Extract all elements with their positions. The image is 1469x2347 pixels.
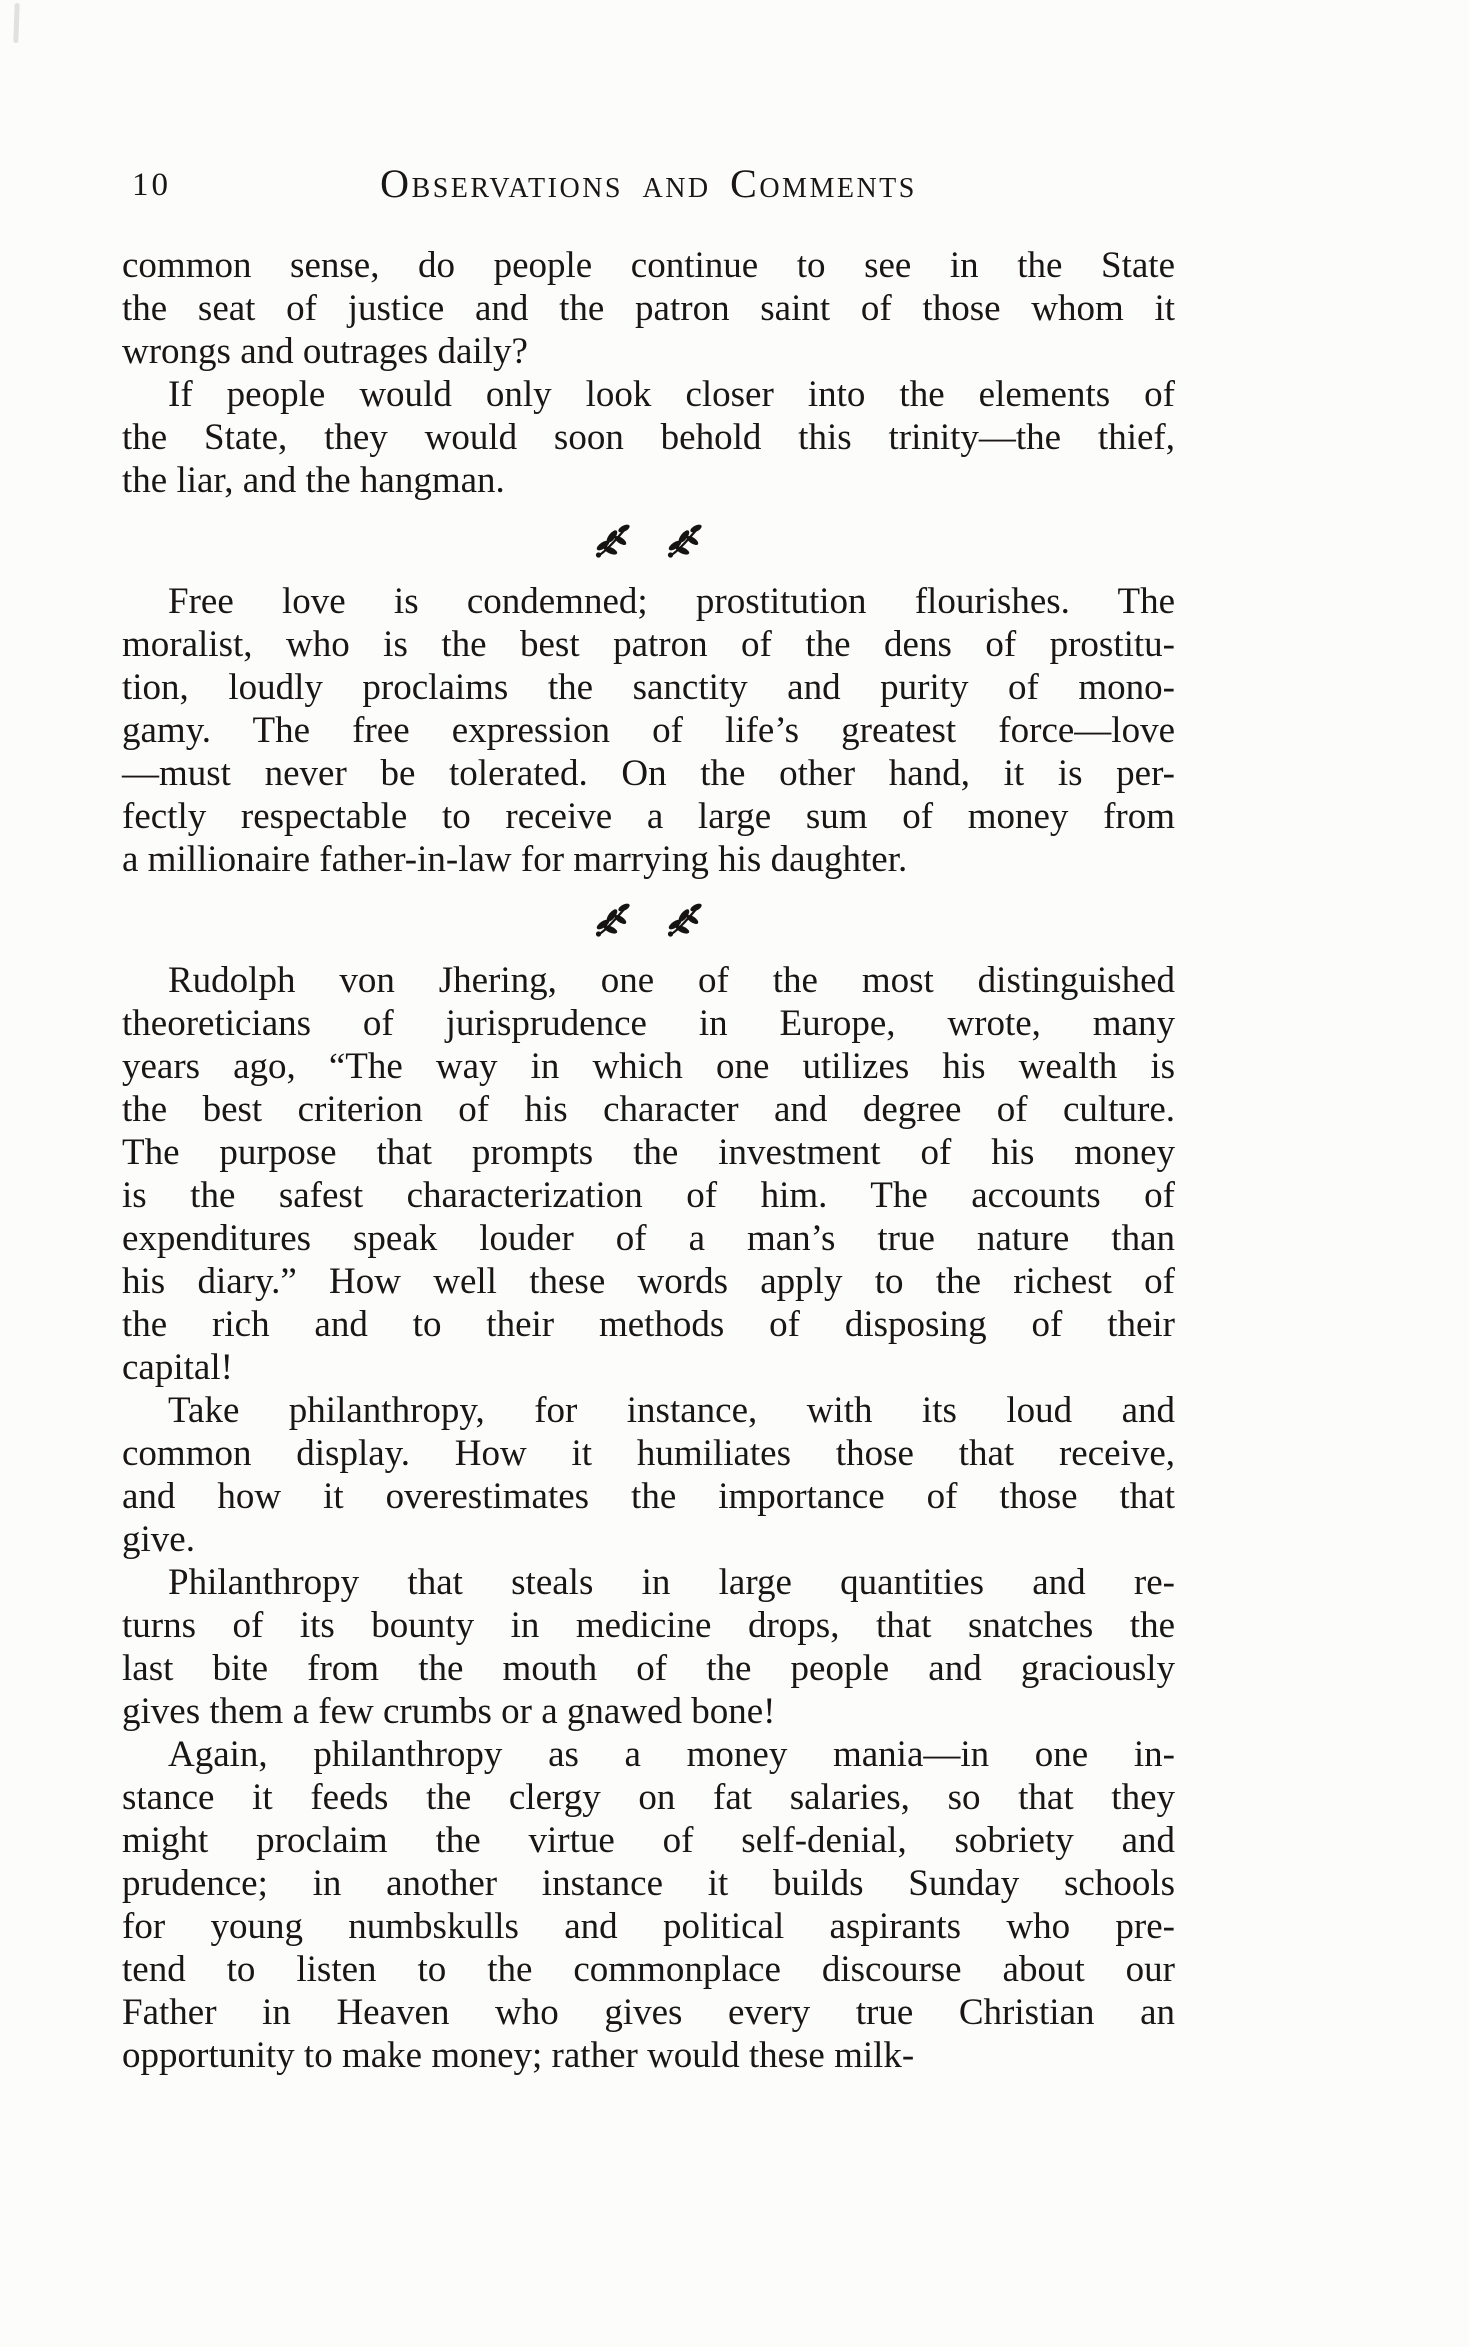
text-line: capital! <box>122 1347 233 1388</box>
text-line: Free love is condemned; prostitution flourishes. The <box>168 581 1175 622</box>
text-line: years ago, “The way in which one utilizes his wealth is <box>122 1046 1175 1087</box>
text-line: Father in Heaven who gives every true Christian an <box>122 1992 1175 2033</box>
text-line: the rich and to their methods of disposing of their <box>122 1304 1175 1345</box>
page-number: 10 <box>132 167 171 203</box>
paragraph <box>122 1389 1175 1561</box>
text-line: opportunity to make money; rather would these milk- <box>122 2035 915 2076</box>
text-line: the liar, and the hangman. <box>122 460 505 501</box>
paragraph <box>122 580 1175 881</box>
text-line: Again, philanthropy as a money mania—in one in- <box>168 1734 1175 1775</box>
ornament-row <box>122 502 1175 580</box>
text-line: the best criterion of his character and degree of culture. <box>122 1089 1175 1130</box>
text-line: prudence; in another instance it builds Sunday schools <box>122 1863 1175 1904</box>
text-line: and how it overestimates the importance of those that <box>122 1476 1175 1517</box>
text-line: moralist, who is the best patron of the dens of prostitu- <box>122 624 1175 665</box>
paragraph <box>122 1733 1175 2077</box>
text-line: fectly respectable to receive a large sum of money from <box>122 796 1175 837</box>
text-line: —must never be tolerated. On the other hand, it is per- <box>122 753 1175 794</box>
paragraph <box>122 959 1175 1389</box>
text-line: his diary.” How well these words apply to the richest of <box>122 1261 1175 1302</box>
leaf-ornament-icon <box>593 902 633 938</box>
text-line: gives them a few crumbs or a gnawed bone! <box>122 1691 776 1732</box>
text-line: for young numbskulls and political aspirants who pre- <box>122 1906 1175 1947</box>
text-line: tion, loudly proclaims the sanctity and purity of mono- <box>122 667 1175 708</box>
text-line: Take philanthropy, for instance, with its loud and <box>168 1390 1175 1431</box>
text-line: common sense, do people continue to see in the State <box>122 245 1175 286</box>
text-line: tend to listen to the commonplace discourse about our <box>122 1949 1175 1990</box>
text-line: wrongs and outrages daily? <box>122 331 528 372</box>
text-line: the seat of justice and the patron saint of those whom it <box>122 288 1175 329</box>
paragraph <box>122 1561 1175 1733</box>
ornament-row <box>122 881 1175 959</box>
text-line: theoreticians of jurisprudence in Europe, wrote, many <box>122 1003 1175 1044</box>
text-line: a millionaire father-in-law for marrying his daughter. <box>122 839 908 880</box>
paragraph <box>122 244 1175 373</box>
text-line: stance it feeds the clergy on fat salaries, so that they <box>122 1777 1175 1818</box>
text-line: The purpose that prompts the investment of his money <box>122 1132 1175 1173</box>
text-line: give. <box>122 1519 195 1560</box>
scan-edge-artifact <box>13 3 19 43</box>
paragraph <box>122 373 1175 502</box>
text-line: If people would only look closer into the elements of <box>168 374 1175 415</box>
leaf-ornament-icon <box>665 902 705 938</box>
text-line: turns of its bounty in medicine drops, that snatches the <box>122 1605 1175 1646</box>
text-line: expenditures speak louder of a man’s true nature than <box>122 1218 1175 1259</box>
text-line: gamy. The free expression of life’s greatest force—love <box>122 710 1175 751</box>
page-title: Observations and Comments <box>380 161 917 206</box>
text-line: common display. How it humiliates those that receive, <box>122 1433 1175 1474</box>
text-line: Philanthropy that steals in large quantities and re- <box>168 1562 1175 1603</box>
text-line: the State, they would soon behold this trinity—the thief, <box>122 417 1175 458</box>
text-line: might proclaim the virtue of self-denial, sobriety and <box>122 1820 1175 1861</box>
text-line: Rudolph von Jhering, one of the most distinguished <box>168 960 1175 1001</box>
leaf-ornament-icon <box>593 523 633 559</box>
leaf-ornament-icon <box>665 523 705 559</box>
text-line: is the safest characterization of him. The accounts of <box>122 1175 1175 1216</box>
text-line: last bite from the mouth of the people and graciously <box>122 1648 1175 1689</box>
page-body <box>122 244 1175 2077</box>
